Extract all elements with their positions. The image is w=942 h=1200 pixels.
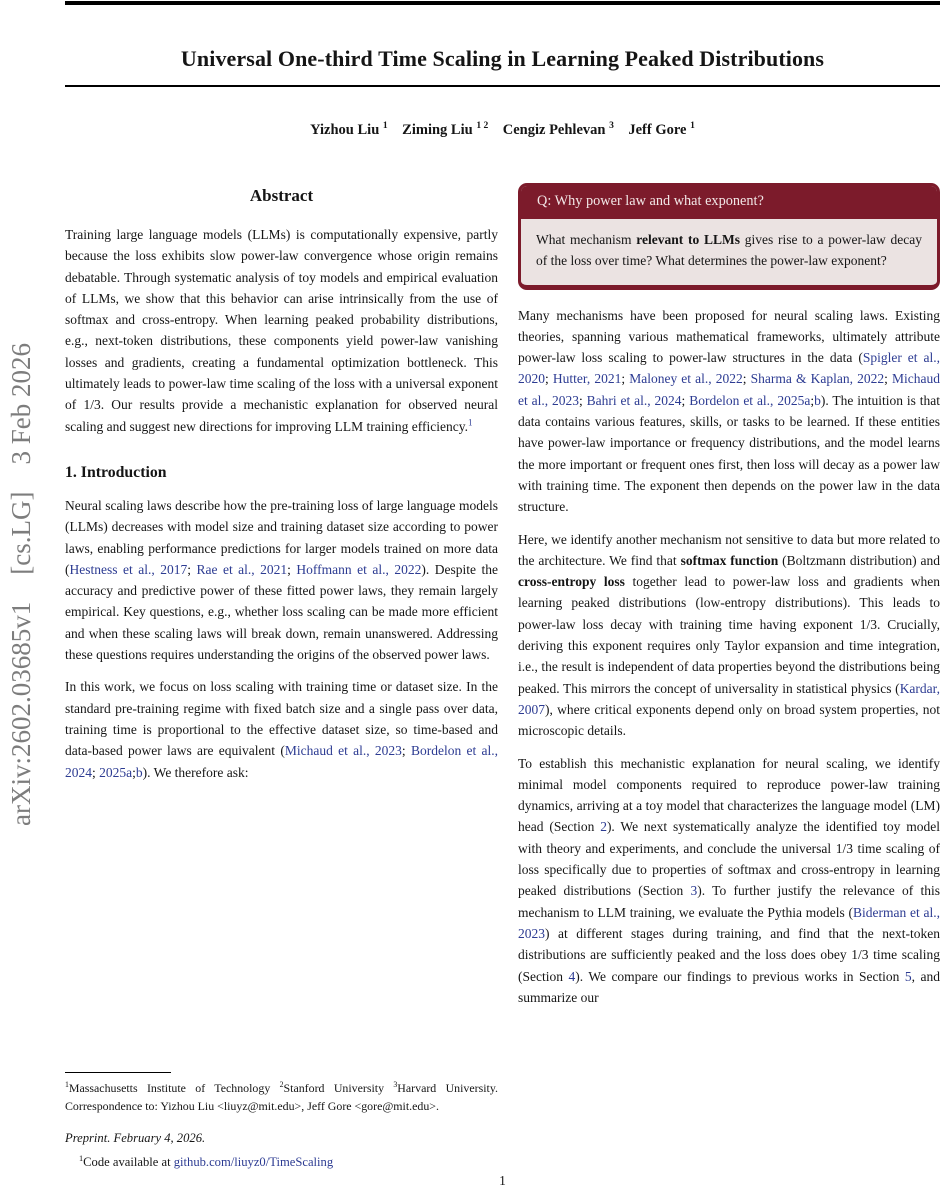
paper-title: Universal One-third Time Scaling in Learning Peaked Distributions — [180, 45, 825, 71]
question-box-header: Q: Why power law and what exponent? — [521, 186, 937, 219]
citation-link[interactable]: 3 — [690, 883, 698, 899]
citation-link[interactable]: 1 — [468, 417, 473, 428]
text-run: ; — [742, 371, 751, 387]
citation-link[interactable]: Bahri et al., 2024 — [586, 392, 682, 408]
text-run: ), where critical exponents depend only on broad system properties, not microscopic details. — [518, 701, 940, 739]
citation-link[interactable]: Bordelon et al., 2025a — [689, 392, 811, 408]
text-run: cross-entropy loss — [518, 574, 625, 590]
code-footnote — [65, 1155, 498, 1170]
affiliation-footnote — [65, 1080, 498, 1116]
text-run: (Boltzmann distribution) and — [778, 552, 940, 568]
text-run: Code available at — [83, 1155, 174, 1169]
citation-link[interactable]: Spigler et al., 2020 — [518, 350, 940, 387]
citation-link[interactable]: Hestness et al., 2017 — [69, 561, 188, 577]
abstract-heading: Abstract — [249, 186, 314, 205]
citation-link[interactable]: Maloney et al., 2022 — [629, 371, 743, 387]
mechanism-paragraph — [518, 529, 940, 742]
text-run: ). To further justify the relevance of this mechanism to LLM training, we evaluate the Pythia models ( — [518, 883, 940, 920]
page-number: 1 — [499, 1173, 506, 1188]
text-run: Cengiz Pehlevan — [488, 122, 610, 138]
text-run: ). The intuition is that data contains various features, skills, or tasks to be learned. If these entities have power-law importance or frequency distributions, and the model learns the more important or frequent ones first, then loss will decay as a power law with training time. The exponent then depends on the power law in the data structure. — [518, 392, 940, 515]
intro-paragraph-2 — [65, 676, 498, 782]
citation-link[interactable]: Rae et al., 2021 — [196, 561, 288, 577]
abstract-text — [65, 224, 498, 437]
text-run: Here, we identify another mechanism not sensitive to data but more related to the architecture. We find that — [518, 531, 940, 568]
citation-link[interactable]: b — [135, 764, 143, 780]
text-run: 3 — [609, 120, 614, 132]
citation-link[interactable]: Hutter, 2021 — [552, 371, 622, 387]
text-run: ). We therefore ask: — [142, 764, 249, 780]
title-rule — [65, 85, 940, 87]
text-run: ) at different stages during training, and find that the next-token distributions are sufficiently peaked and the loss does obey 1/3 time scaling (Section — [518, 925, 940, 984]
citation-link[interactable]: Hoffmann et al., 2022 — [296, 561, 422, 577]
text-run: 1 — [690, 120, 695, 132]
text-run: Many mechanisms have been proposed for neural scaling laws. Existing theories, spanning various mathematical frameworks, ultimately attribute power-law loss scaling to power-law structures in the data ( — [518, 307, 940, 366]
citation-link[interactable]: b — [814, 392, 821, 408]
text-run: Jeff Gore — [613, 122, 691, 138]
text-run: Massachusetts Institute of Technology — [68, 1081, 280, 1096]
text-run: Neural scaling laws describe how the pre-training loss of large language models (LLMs) decreases with model size and training dataset size according to power laws, enabling performance predictions for larger models trained on more data ( — [65, 497, 498, 577]
text-run: Stanford University — [283, 1081, 394, 1096]
text-run: To establish this mechanistic explanation for neural scaling, we identify minimal model components required to reproduce power-law training dynamics, arriving at a toy model that characterizes the language model (LM) head (Section — [518, 755, 940, 835]
text-run: ). We next systematically analyze the identified toy model with theory and experiments, and conclude the universal 1/3 time scaling of loss specifically due to properties of softmax and cross-entropy in learning peaked distributions (Section — [518, 819, 940, 899]
citation-link[interactable]: Michaud et al., 2023 — [518, 371, 940, 408]
text-run: ; — [401, 743, 411, 759]
text-run: ; — [681, 392, 690, 408]
citation-link[interactable]: Biderman et al., 2023 — [518, 904, 940, 941]
citation-link[interactable]: Michaud et al., 2023 — [284, 743, 402, 759]
citation-link[interactable]: Kardar, 2007 — [518, 680, 940, 717]
text-run: 1 — [65, 1080, 69, 1090]
text-run: 1 2 — [476, 120, 489, 132]
text-run: ; — [545, 371, 553, 387]
author-line — [65, 122, 940, 139]
citation-link[interactable]: Sharma & Kaplan, 2022 — [750, 371, 885, 387]
text-run: Harvard University. Correspondence to: Yizhou Liu <liuyz@mit.edu>, Jeff Gore <gore@mit.edu>. — [65, 1081, 498, 1114]
text-run: In this work, we focus on loss scaling with training time or dataset size. In the standard pre-training regime with fixed batch size and a single pass over data, training time is proportional to the effective dataset size, so time-based and data-based power laws are equivalent ( — [65, 679, 498, 759]
text-run: ; — [884, 371, 892, 387]
text-run: softmax function — [680, 552, 779, 568]
intro-paragraph-1 — [65, 495, 498, 665]
related-work-paragraph — [518, 305, 940, 518]
arxiv-watermark: arXiv:2602.03685v1 [cs.LG] 3 Feb 2026 — [6, 343, 36, 827]
text-run: ; — [810, 392, 815, 408]
text-run: ; — [132, 764, 136, 780]
text-run: ; — [187, 561, 197, 577]
preprint-date-line: Preprint. February 4, 2026. — [65, 1131, 206, 1145]
question-callout-box — [518, 183, 940, 290]
footnote-block — [65, 1072, 498, 1170]
text-run: ; — [92, 764, 100, 780]
footnote-rule — [65, 1072, 171, 1073]
top-rule — [65, 1, 940, 5]
text-run: 2 — [279, 1080, 284, 1090]
text-run: 1 — [79, 1153, 84, 1163]
citation-link[interactable]: 4 — [568, 968, 576, 984]
text-run: Ziming Liu — [387, 122, 477, 138]
citation-link[interactable]: 5 — [904, 968, 912, 984]
left-column — [65, 180, 498, 1172]
github-link[interactable]: github.com/liuyz0/TimeScaling — [173, 1155, 334, 1169]
citation-link[interactable]: Bordelon et al., 2024 — [65, 743, 498, 780]
text-run: Yizhou Liu — [310, 122, 383, 138]
text-run: , and summarize our — [518, 968, 940, 1005]
text-run: ; — [287, 561, 297, 577]
text-run: ; — [621, 371, 630, 387]
text-run: 3 — [393, 1080, 398, 1090]
text-run: 1 — [382, 120, 388, 132]
text-run: together lead to power-law loss and gradients when learning peaked distributions (low-entropy distributions). This leads to power-law loss decay with training time having exponent 1/3. Crucially, deriving this exponent requires only Taylor expansion and time integration, i.e., the result is independent of data properties beyond the distributions being peaked. This mirrors the concept of universality in statistical physics ( — [518, 574, 940, 696]
citation-link[interactable]: 2 — [600, 819, 607, 835]
citation-link[interactable]: 2025a — [99, 764, 133, 780]
text-run: gives rise to a power-law decay of the loss over time? What determines the power-law exponent? — [536, 232, 922, 269]
text-run: Training large language models (LLMs) is computationally expensive, partly because the loss exhibits slow power-law convergence whose origin remains debatable. Through systematic analysis of toy models and empirical evaluation of LLMs, we show that this behavior can arise intrinsically from the use of softmax and cross-entropy. When learning peaked probability distributions, e.g., next-token distributions, these components yield power-law vanishing losses and gradients, creating a fundamental optimization bottleneck. This ultimately leads to power-law time scaling of the loss with a universal exponent of 1/3. Our results provide a mechanistic explanation for observed neural scaling and suggest new directions for improving LLM training efficiency. — [65, 227, 498, 434]
text-run: ). Despite the accuracy and predictive power of these fitted power laws, they remain largely empirical. Key questions, e.g., whether loss scaling can be made more efficient and when these scaling laws will break down, remain unanswered. Addressing these questions requires understanding the origins of the observed power laws. — [65, 561, 498, 663]
contributions-paragraph — [518, 753, 940, 1009]
question-box-body — [521, 219, 937, 285]
text-run: ; — [579, 392, 587, 408]
right-column — [518, 180, 940, 1172]
text-run: ). We compare our findings to previous works in Section — [575, 968, 905, 984]
text-run: relevant to LLMs — [636, 232, 741, 247]
text-run: What mechanism — [536, 232, 637, 247]
section-heading-introduction: 1. Introduction — [65, 463, 167, 481]
